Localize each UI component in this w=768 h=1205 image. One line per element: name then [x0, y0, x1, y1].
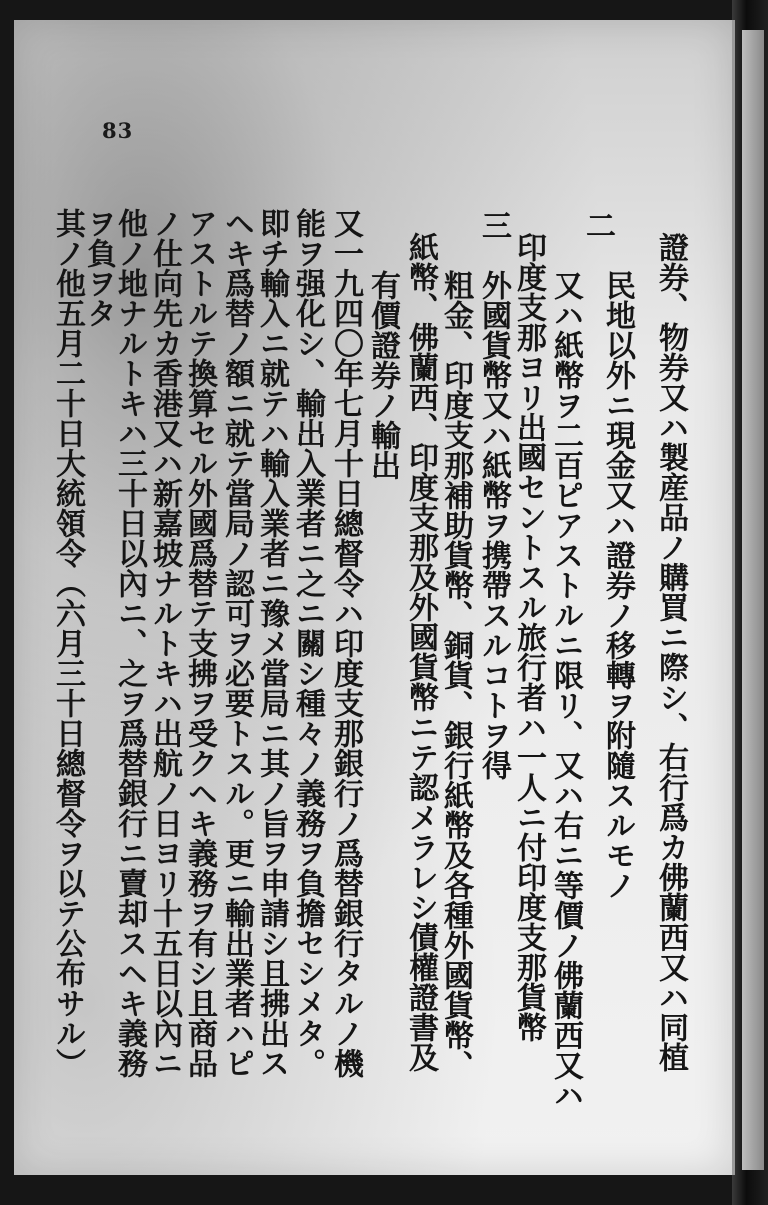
text-column: 印度支那ヨリ出國セントスル旅行者ハ一人ニ付印度支那貨幣: [511, 232, 546, 1042]
text-column: ヲ負ヲタ: [81, 208, 116, 328]
section-number: 三: [476, 210, 511, 240]
text-column: 其ノ他五月二十日大統領令（六月三十日總督令ヲ以テ公布サル）: [50, 208, 85, 1078]
next-page-edge: [742, 30, 764, 1170]
text-column: 民地以外ニ現金又ハ證券ノ移轉ヲ附隨スルモノ: [600, 270, 635, 900]
text-column: ノ仕向先カ香港又ハ新嘉坡ナルトキハ出航ノ日ヨリ十五日以內ニ: [147, 208, 182, 1078]
text-column: 能ヲ强化シ、輸出入業者ニ之ニ關シ種々ノ義務ヲ負擔セシメタ。: [290, 208, 325, 1078]
text-column: 外國貨幣又ハ紙幣ヲ携帶スルコトヲ得: [476, 270, 511, 780]
text-column: 即チ輸入ニ就テハ輸入業者ニ豫メ當局ニ其ノ旨ヲ申請シ且拂出ス: [254, 208, 289, 1078]
book-page: [14, 20, 735, 1175]
text-column: ヘキ爲替ノ額ニ就テ當局ノ認可ヲ必要トスル。更ニ輸出業者ハピ: [219, 208, 254, 1078]
section-number: 二: [580, 210, 615, 240]
text-column: 又一九四〇年七月十日總督令ハ印度支那銀行ノ爲替銀行タルノ機: [328, 208, 363, 1078]
text-column: 粗金、印度支那補助貨幣、銅貨、銀行紙幣及各種外國貨幣、: [438, 270, 473, 1080]
text-column: 有價證券ノ輸出: [365, 270, 400, 480]
text-column: 又ハ紙幣ヲ二百ピアストルニ限リ、又ハ右ニ等價ノ佛蘭西又ハ: [548, 270, 583, 1110]
text-column: 證券、物券又ハ製産品ノ購買ニ際シ、右行爲カ佛蘭西又ハ同植: [653, 232, 688, 1072]
text-column: 他ノ地ナルトキハ三十日以內ニ、之ヲ爲替銀行ニ賣却スヘキ義務: [112, 208, 147, 1078]
text-column: アストルテ換算セル外國爲替テ支拂ヲ受クヘキ義務ヲ有シ且商品: [182, 208, 217, 1078]
page-number: 83: [102, 118, 134, 143]
text-column: 紙幣、佛蘭西、印度支那及外國貨幣ニテ認メラレシ債權證書及: [403, 232, 438, 1072]
